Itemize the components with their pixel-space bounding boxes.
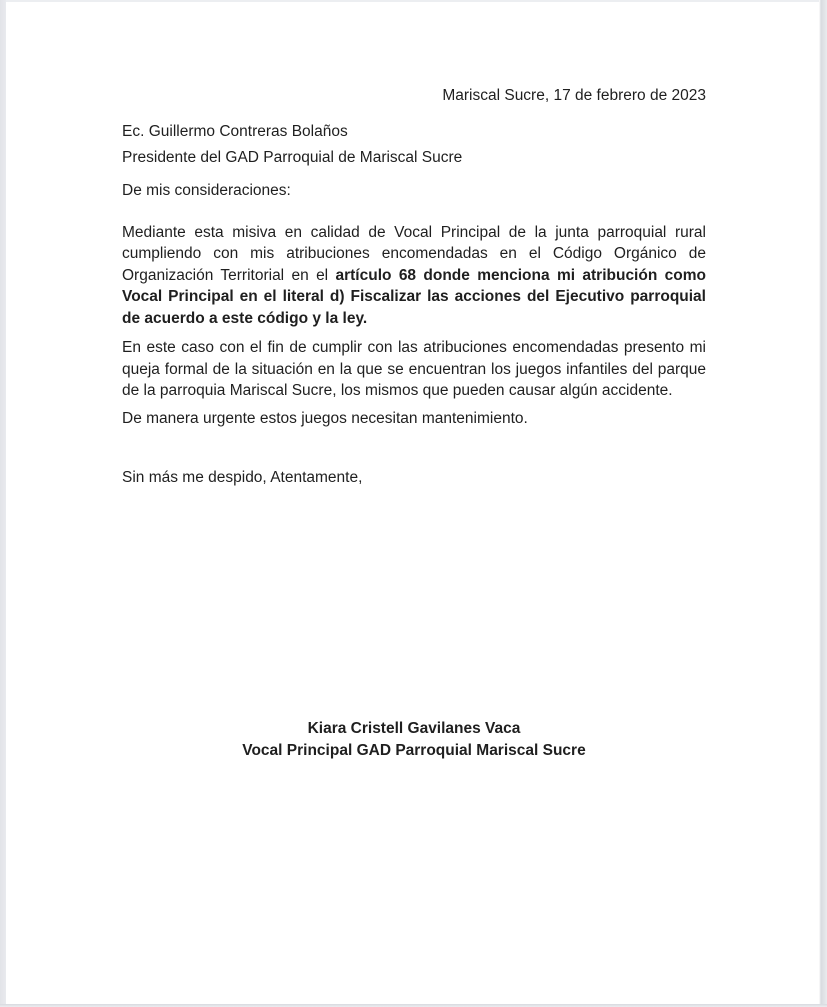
paragraph-attributions-bold-text: artículo 68 donde menciona mi atribución como Vocal Principal en el literal d) Fiscalizar las acciones del Ejecutivo parroquial de acuerdo a este código y la ley. [122,266,706,327]
recipient-block [122,119,706,171]
signature-title: Vocal Principal GAD Parroquial Mariscal Sucre [242,741,586,759]
paragraph-urgency: De manera urgente estos juegos necesitan mantenimiento. [122,409,528,427]
paragraph-attributions [122,222,706,330]
date-line: Mariscal Sucre, 17 de febrero de 2023 [442,87,706,104]
signature-name: Kiara Cristell Gavilanes Vaca [307,719,521,737]
recipient-title: Presidente del GAD Parroquial de Mariscal Sucre [122,149,463,166]
salutation: De mis consideraciones: [122,182,291,199]
recipient-name: Ec. Guillermo Contreras Bolaños [122,123,348,140]
closing-line: Sin más me despido, Atentamente, [122,469,363,486]
signature-block [122,718,706,762]
paragraph-complaint: En este caso con el fin de cumplir con las atribuciones encomendadas presento mi queja formal de la situación en la que se encuentran los juegos infantiles del parque de la parroquia Mariscal Sucre, los mismos que pueden causar algún accidente. [122,339,706,399]
paragraph-attributions-normal-text: Mediante esta misiva en calidad de Vocal Principal de la junta parroquial rural cumpliendo con mis atribuciones encomendadas en el Código Orgánico de Organización Territorial en el [122,223,706,284]
